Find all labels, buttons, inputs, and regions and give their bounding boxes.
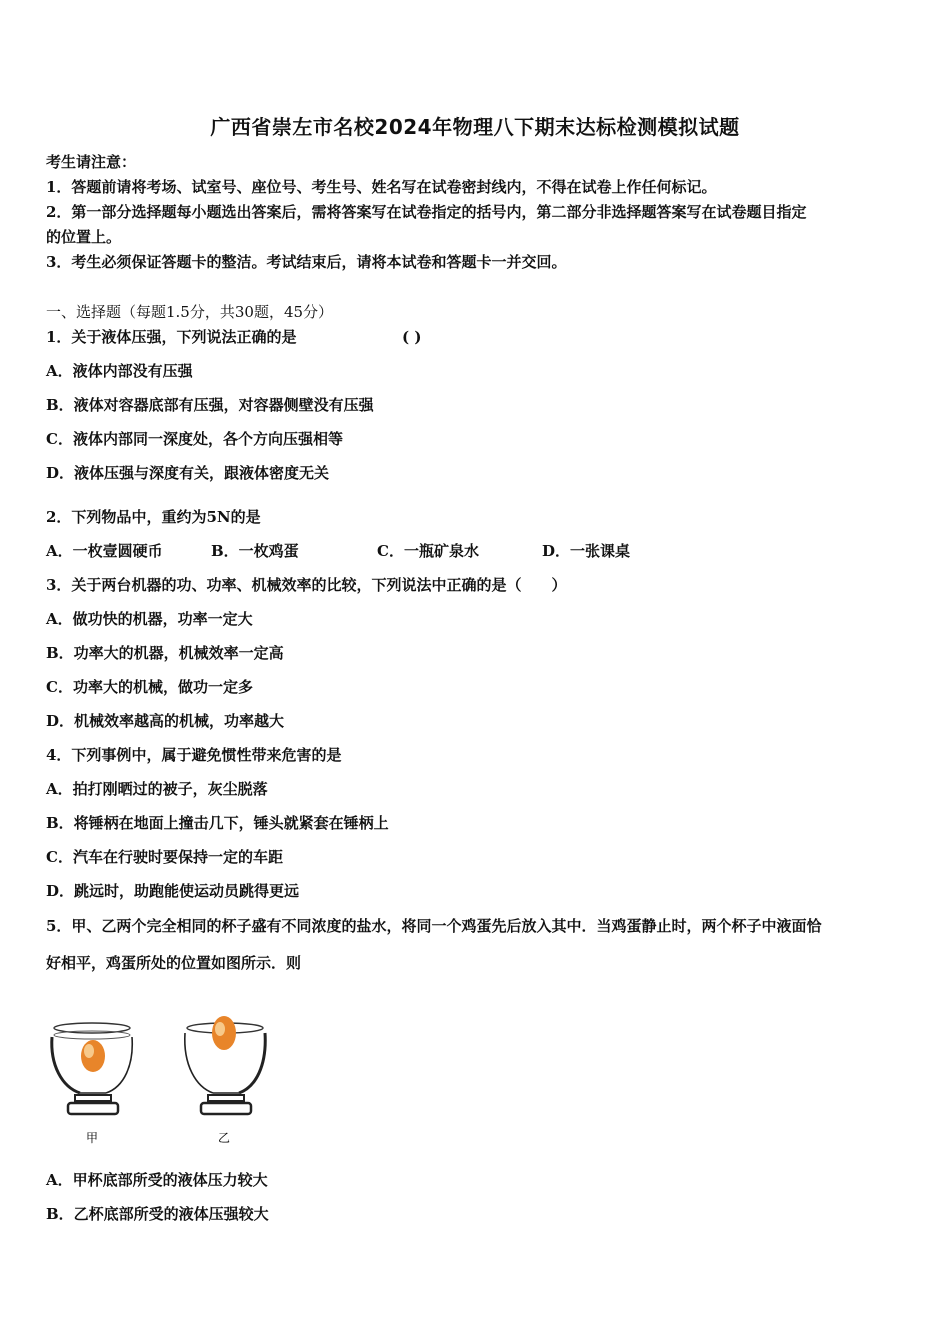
option: D．跳远时，助跑能使运动员跳得更远 xyxy=(46,882,300,900)
option: A．甲杯底部所受的液体压力较大 xyxy=(46,1171,268,1189)
answer-bracket: ( ) xyxy=(402,328,422,346)
option: B．乙杯底部所受的液体压强较大 xyxy=(46,1205,269,1223)
question-4-stem: 4．下列事例中，属于避免惯性带来危害的是 xyxy=(46,746,342,764)
notice-item: 3．考生必须保证答题卡的整洁。考试结束后，请将本试卷和答题卡一并交回。 xyxy=(46,253,567,271)
option: C．功率大的机械，做功一定多 xyxy=(46,678,253,696)
option: A．一枚壹圆硬币 xyxy=(46,542,163,560)
option: A．做功快的机器，功率一定大 xyxy=(46,610,253,628)
notice-item: 的位置上。 xyxy=(46,228,122,246)
figure-label-yi: 乙 xyxy=(217,1131,231,1145)
option: C．汽车在行驶时要保持一定的车距 xyxy=(46,848,283,866)
option: A．拍打刚晒过的被子，灰尘脱落 xyxy=(46,780,268,798)
option: C．液体内部同一深度处，各个方向压强相等 xyxy=(46,430,343,448)
notice-heading: 考生请注意： xyxy=(46,153,137,171)
option: B．功率大的机器，机械效率一定高 xyxy=(46,644,284,662)
option: B．液体对容器底部有压强，对容器侧壁没有压强 xyxy=(46,396,374,414)
option: B．将锤柄在地面上撞击几下，锤头就紧套在锤柄上 xyxy=(46,814,389,832)
notice-item: 2．第一部分选择题每小题选出答案后，需将答案写在试卷指定的括号内，第二部分非选择题答案写在试卷题目指定 xyxy=(46,203,807,221)
question-5-stem: 5．甲、乙两个完全相同的杯子盛有不同浓度的盐水，将同一个鸡蛋先后放入其中．当鸡蛋静止时，两个杯子中液面恰 xyxy=(46,917,822,935)
option: D．液体压强与深度有关，跟液体密度无关 xyxy=(46,464,330,482)
option: D．一张课桌 xyxy=(542,542,631,560)
egg-jia xyxy=(81,1040,105,1072)
cup-jia xyxy=(52,1023,132,1114)
cup-yi xyxy=(185,1016,265,1114)
option: D．机械效率越高的机械，功率越大 xyxy=(46,712,285,730)
question-3-stem: 3．关于两台机器的功、功率、机械效率的比较，下列说法中正确的是（ ） xyxy=(46,576,567,594)
question-1-stem: 1．关于液体压强，下列说法正确的是 xyxy=(46,328,297,346)
page-title: 广西省崇左市名校2024年物理八下期末达标检测模拟试题 xyxy=(210,115,740,139)
option: B．一枚鸡蛋 xyxy=(211,542,299,560)
option: A．液体内部没有压强 xyxy=(46,362,193,380)
section-heading: 一、选择题（每题1.5分，共30题，45分） xyxy=(46,303,334,321)
cups-figure xyxy=(40,995,290,1155)
notice-item: 1．答题前请将考场、试室号、座位号、考生号、姓名写在试卷密封线内，不得在试卷上作任何标记。 xyxy=(46,178,717,196)
question-2-stem: 2．下列物品中，重约为5N的是 xyxy=(46,508,261,526)
figure-label-jia: 甲 xyxy=(85,1131,99,1145)
question-5-stem-cont: 好相平，鸡蛋所处的位置如图所示．则 xyxy=(46,954,302,972)
option: C．一瓶矿泉水 xyxy=(377,542,479,560)
